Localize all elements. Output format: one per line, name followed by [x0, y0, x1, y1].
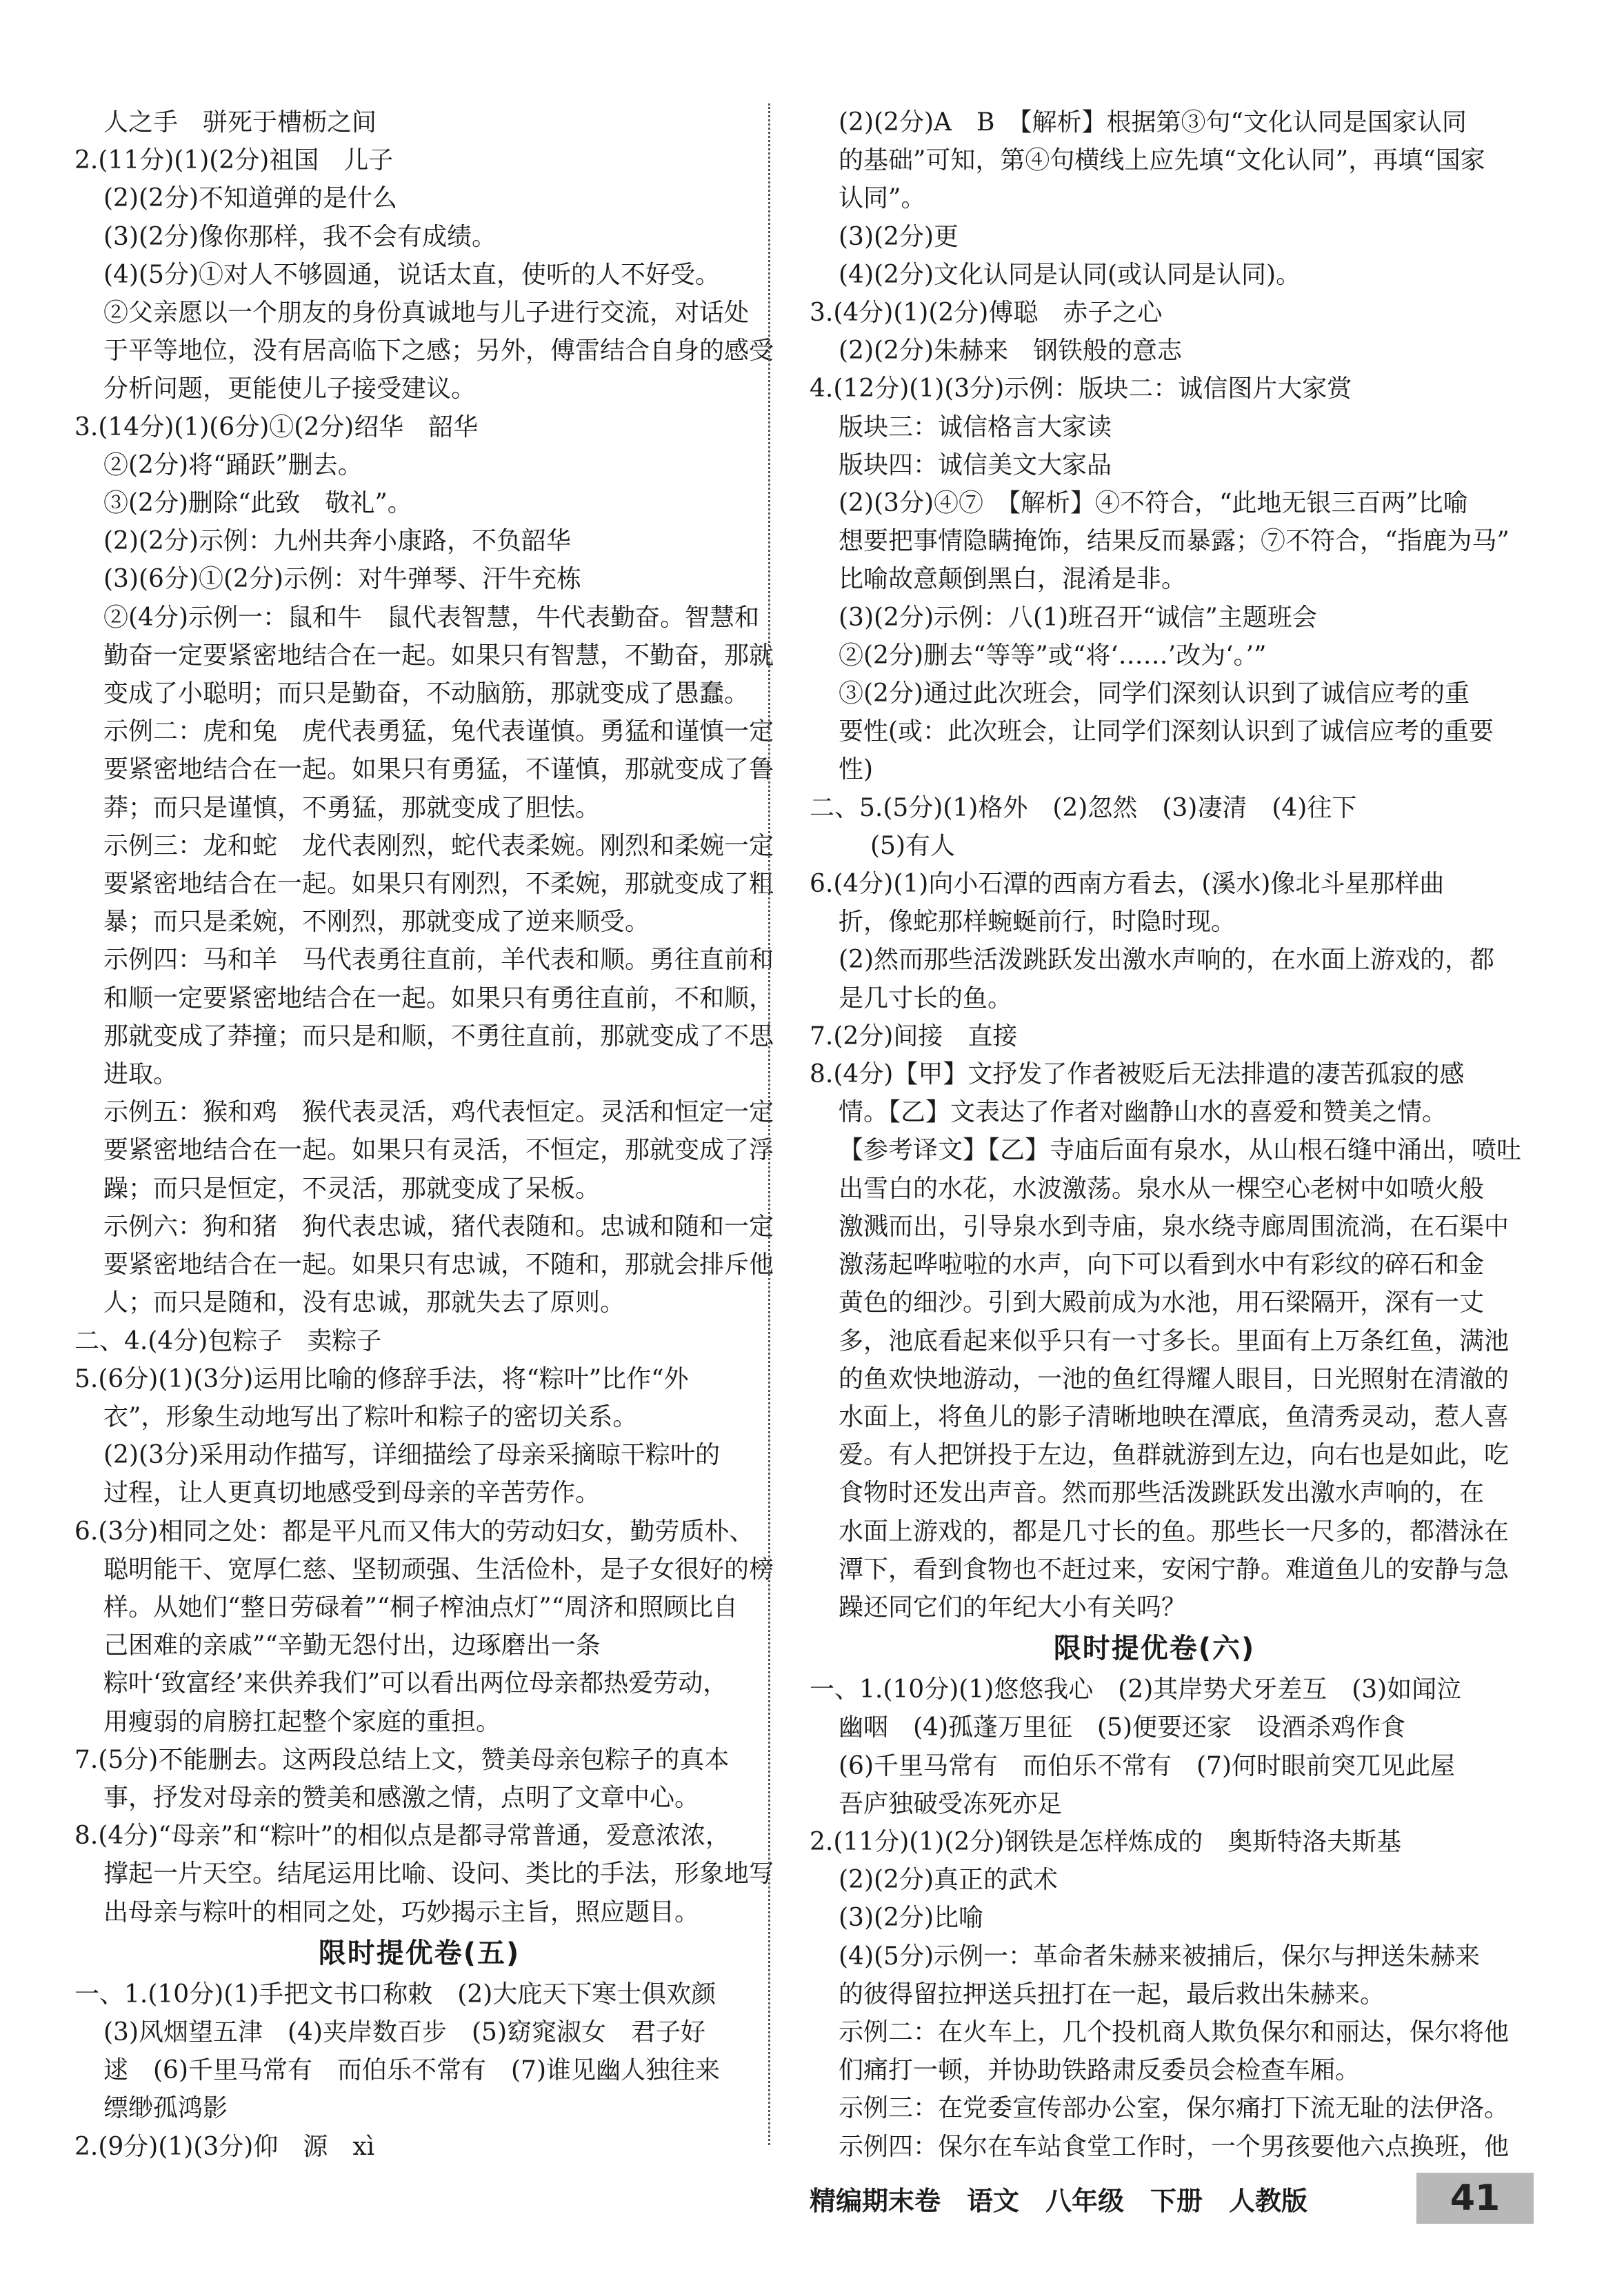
answer-line: 和顺一定要紧密地结合在一起。如果只有勇往直前，不和顺， — [103, 984, 774, 1013]
answer-line: (3)(2分)像你那样，我不会有成绩。 — [103, 222, 497, 251]
question-line: 2.(11分)(1)(2分)祖国 儿子 — [74, 146, 394, 175]
answer-line: 示例三：龙和蛇 龙代表刚烈，蛇代表柔婉。刚烈和柔婉一定 — [103, 831, 774, 860]
answer-line: 比喻故意颠倒黑白，混淆是非。 — [839, 565, 1187, 594]
question-line: 5.(6分)(1)(3分)运用比喻的修辞手法，将“粽叶”比作“外 — [74, 1364, 689, 1393]
page-number: 41 — [1416, 2173, 1534, 2224]
question-line: 二、5.(5分)(1)格外 (2)忽然 (3)凄清 (4)往下 — [810, 793, 1357, 822]
answer-line: 潭下，看到食物也不赶过来，安闲宁静。难道鱼儿的安静与急 — [839, 1555, 1510, 1584]
question-line: 2.(9分)(1)(3分)仰 源 xì — [74, 2132, 375, 2161]
answer-line: 那就变成了莽撞；而只是和顺，不勇往直前，那就变成了不思 — [103, 1022, 774, 1050]
answer-line: 版块三：诚信格言大家读 — [839, 412, 1112, 441]
answer-line: 示例五：猴和鸡 猴代表灵活，鸡代表恒定。灵活和恒定一定 — [103, 1098, 774, 1127]
answer-line: (2)(3分)④⑦ 【解析】④不符合，“此地无银三百两”比喻 — [839, 489, 1468, 518]
answer-line: 躁；而只是恒定，不灵活，那就变成了呆板。 — [103, 1174, 601, 1203]
answer-line: 出母亲与粽叶的相同之处，巧妙揭示主旨，照应题目。 — [103, 1897, 700, 1926]
answer-line: ②(2分)删去“等等”或“将‘……’改为‘。’” — [839, 641, 1267, 670]
footer-book-title: 精编期末卷 语文 八年级 下册 人教版 — [810, 2186, 1308, 2216]
answer-line: 爱。有人把饼投于左边，鱼群就游到左边，向右也是如此，吃 — [839, 1441, 1510, 1470]
answer-line: 认同”。 — [839, 184, 926, 213]
answer-line: (2)(2分)示例：九州共奔小康路，不负韶华 — [103, 527, 571, 556]
answer-line: (4)(5分)①对人不够圆通，说话太直，使听的人不好受。 — [103, 260, 720, 289]
answer-line: 版块四：诚信美文大家品 — [839, 450, 1112, 479]
section-heading: 限时提优卷(五) — [318, 1937, 521, 1969]
answer-line: (3)风烟望五津 (4)夹岸数百步 (5)窈窕淑女 君子好 — [103, 2018, 705, 2046]
answer-line: (2)(2分)A B 【解析】根据第③句“文化认同是国家认同 — [839, 108, 1467, 137]
question-line: 3.(14分)(1)(6分)①(2分)绍华 韶华 — [74, 412, 479, 441]
answer-line: 性) — [839, 755, 874, 784]
answer-line: (2)然而那些活泼跳跃发出激水声响的，在水面上游戏的，都 — [839, 946, 1494, 975]
answer-line: 分析问题，更能使儿子接受建议。 — [103, 375, 477, 404]
question-line: 4.(12分)(1)(3分)示例：版块二：诚信图片大家赏 — [810, 375, 1352, 404]
answer-line: ②(4分)示例一：鼠和牛 鼠代表智慧，牛代表勤奋。智慧和 — [103, 603, 759, 632]
answer-line: 折，像蛇那样蜿蜒前行，时隐时现。 — [839, 908, 1236, 937]
answer-line: (4)(2分)文化认同是认同(或认同是认同)。 — [839, 260, 1301, 289]
answer-line: 情。【乙】文表达了作者对幽静山水的喜爱和赞美之情。 — [839, 1098, 1447, 1127]
answer-line: 事，抒发对母亲的赞美和感激之情，点明了文章中心。 — [103, 1783, 700, 1812]
question-line: 3.(4分)(1)(2分)傅聪 赤子之心 — [810, 299, 1163, 328]
answer-line: 幽咽 (4)孤蓬万里征 (5)便要还家 设酒杀鸡作食 — [839, 1713, 1405, 1742]
answer-line: 聪明能干、宽厚仁慈、坚韧顽强、生活俭朴，是子女很好的榜 — [103, 1555, 774, 1584]
answer-line: 激荡起哗啦啦的水声，向下可以看到水中有彩纹的碎石和金 — [839, 1251, 1485, 1279]
question-line: 一、1.(10分)(1)悠悠我心 (2)其岸势犬牙差互 (3)如闻泣 — [810, 1675, 1462, 1704]
question-line: 二、4.(4分)包粽子 卖粽子 — [74, 1326, 382, 1355]
answer-line: (2)(3分)采用动作描写，详细描绘了母亲采摘晾干粽叶的 — [103, 1441, 720, 1470]
column-divider — [768, 103, 770, 2145]
question-line: 6.(4分)(1)向小石潭的西南方看去，(溪水)像北斗星那样曲 — [810, 870, 1445, 899]
answer-line: ②父亲愿以一个朋友的身份真诚地与儿子进行交流，对话处 — [103, 299, 750, 328]
answer-line: 【参考译文】【乙】寺庙后面有泉水，从山根石缝中涌出，喷吐 — [839, 1136, 1522, 1165]
answer-line: (5)有人 — [870, 831, 955, 860]
answer-line: 食物时还发出声音。然而那些活泼跳跃发出激水声响的，在 — [839, 1479, 1485, 1508]
answer-line: 们痛打一顿，并协助铁路肃反委员会检查车厢。 — [839, 2056, 1361, 2085]
question-line: 一、1.(10分)(1)手把文书口称敕 (2)大庇天下寒士俱欢颜 — [74, 1980, 716, 2009]
answer-line: (6)千里马常有 而伯乐不常有 (7)何时眼前突兀见此屋 — [839, 1751, 1455, 1780]
answer-line: 示例六：狗和猪 狗代表忠诚，猪代表随和。忠诚和随和一定 — [103, 1212, 774, 1241]
answer-line: 粽叶‘致富经’来供养我们”可以看出两位母亲都热爱劳动， — [103, 1669, 728, 1698]
answer-line: 想要把事情隐瞒掩饰，结果反而暴露；⑦不符合，“指鹿为马” — [839, 527, 1510, 556]
question-line: 2.(11分)(1)(2分)钢铁是怎样炼成的 奥斯特洛夫斯基 — [810, 1827, 1402, 1856]
question-line: 7.(5分)不能删去。这两段总结上文，赞美母亲包粽子的真本 — [74, 1745, 730, 1774]
answer-line: (3)(6分)①(2分)示例：对牛弹琴、汗牛充栋 — [103, 565, 581, 594]
answer-line: 人；而只是随和，没有忠诚，那就失去了原则。 — [103, 1288, 625, 1317]
answer-line: 的鱼欢快地游动，一池的鱼红得耀人眼目，日光照射在清澈的 — [839, 1364, 1510, 1393]
answer-line: 要性(或：此次班会，让同学们深刻认识到了诚信应考的重要 — [839, 717, 1494, 746]
answer-line: 多，池底看起来似乎只有一寸多长。里面有上万条红鱼，满池 — [839, 1326, 1510, 1355]
answer-line: 示例四：保尔在车站食堂工作时，一个男孩要他六点换班，他 — [839, 2132, 1510, 2161]
answer-line: 水面上游戏的，都是几寸长的鱼。那些长一尺多的，都潜泳在 — [839, 1517, 1510, 1546]
answer-line: 暴；而只是柔婉，不刚烈，那就变成了逆来顺受。 — [103, 908, 650, 937]
answer-line: 勤奋一定要紧密地结合在一起。如果只有智慧，不勤奋，那就 — [103, 641, 774, 670]
answer-line: 过程，让人更真切地感受到母亲的辛苦劳作。 — [103, 1479, 601, 1508]
answer-line: 吾庐独破受冻死亦足 — [839, 1789, 1063, 1818]
section-heading: 限时提优卷(六) — [1053, 1633, 1256, 1665]
answer-line: 进取。 — [103, 1060, 179, 1089]
answer-line: (3)(2分)示例：八(1)班召开“诚信”主题班会 — [839, 603, 1317, 632]
answer-line: (2)(2分)不知道弹的是什么 — [103, 184, 397, 213]
answer-line: 要紧密地结合在一起。如果只有灵活，不恒定，那就变成了浮 — [103, 1136, 774, 1165]
answer-line: 示例三：在党委宣传部办公室，保尔痛打下流无耻的法伊洛。 — [839, 2094, 1510, 2123]
answer-line: (3)(2分)更 — [839, 222, 959, 251]
right-column — [810, 103, 1522, 2166]
answer-line: (2)(2分)真正的武术 — [839, 1866, 1058, 1895]
answer-line: ②(2分)将“踊跃”删去。 — [103, 450, 363, 479]
answer-line: 逑 (6)千里马常有 而伯乐不常有 (7)谁见幽人独往来 — [103, 2056, 720, 2085]
answer-line: 要紧密地结合在一起。如果只有忠诚，不随和，那就会排斥他 — [103, 1251, 774, 1279]
question-line: 6.(3分)相同之处：都是平凡而又伟大的劳动妇女，勤劳质朴、 — [74, 1517, 754, 1546]
answer-line: 己困难的亲戚”“辛勤无怨付出，边琢磨出一条 — [103, 1631, 601, 1660]
question-line: 8.(4分)“母亲”和“粽叶”的相似点是都寻常普通，爱意浓浓， — [74, 1822, 730, 1851]
answer-line: 用瘦弱的肩膀扛起整个家庭的重担。 — [103, 1707, 501, 1736]
question-line: 8.(4分)【甲】文抒发了作者被贬后无法排遣的凄苦孤寂的感 — [810, 1060, 1465, 1089]
answer-line: 样。从她们“整日劳碌着”“桐子榨油点灯”“周济和照顾比自 — [103, 1593, 739, 1622]
answer-line: 示例二：虎和兔 虎代表勇猛，兔代表谨慎。勇猛和谨慎一定 — [103, 717, 774, 746]
answer-line: 水面上，将鱼儿的影子清晰地映在潭底，鱼清秀灵动，惹人喜 — [839, 1402, 1510, 1431]
answer-line: 是几寸长的鱼。 — [839, 984, 1013, 1013]
answer-line: 撑起一片天空。结尾运用比喻、设问、类比的手法，形象地写 — [103, 1860, 774, 1889]
answer-line: 于平等地位，没有居高临下之感；另外，傅雷结合自身的感受 — [103, 337, 774, 366]
answer-line: 示例四：马和羊 马代表勇往直前，羊代表和顺。勇往直前和 — [103, 946, 774, 975]
question-line: 7.(2分)间接 直接 — [810, 1022, 1018, 1050]
answer-line: 要紧密地结合在一起。如果只有勇猛，不谨慎，那就变成了鲁 — [103, 755, 774, 784]
answer-line: 出雪白的水花，水波激荡。泉水从一棵空心老树中如喷火般 — [839, 1174, 1485, 1203]
answer-line: 缥缈孤鸿影 — [103, 2094, 228, 2123]
answer-line: 激溅而出，引导泉水到寺庙，泉水绕寺廊周围流淌，在石渠中 — [839, 1212, 1510, 1241]
answer-line: 黄色的细沙。引到大殿前成为水池，用石梁隔开，深有一丈 — [839, 1288, 1485, 1317]
answer-line: 躁还同它们的年纪大小有关吗？ — [839, 1593, 1187, 1622]
answer-line: 衣”，形象生动地写出了粽叶和粽子的密切关系。 — [103, 1402, 638, 1431]
answer-line: (2)(2分)朱赫来 钢铁般的意志 — [839, 337, 1182, 366]
page-footer — [810, 2173, 1541, 2228]
answer-line: 的彼得留拉押送兵扭打在一起，最后救出朱赫来。 — [839, 1980, 1385, 2009]
answer-line: 要紧密地结合在一起。如果只有刚烈，不柔婉，那就变成了粗 — [103, 870, 774, 899]
answer-line: 示例二：在火车上，几个投机商人欺负保尔和丽达，保尔将他 — [839, 2018, 1510, 2046]
answer-line: 莽；而只是谨慎，不勇猛，那就变成了胆怯。 — [103, 793, 601, 822]
answer-line: 人之手 骈死于槽枥之间 — [103, 108, 377, 137]
answer-line: 变成了小聪明；而只是勤奋，不动脑筋，那就变成了愚蠢。 — [103, 679, 750, 708]
left-column — [74, 103, 774, 2166]
answer-line: ③(2分)通过此次班会，同学们深刻认识到了诚信应考的重 — [839, 679, 1470, 708]
answer-line: (4)(5分)示例一：革命者朱赫来被捕后，保尔与押送朱赫来 — [839, 1942, 1480, 1971]
answer-line: 的基础”可知，第④句横线上应先填“文化认同”，再填“国家 — [839, 146, 1485, 175]
answer-line: ③(2分)删除“此致 敬礼”。 — [103, 489, 412, 518]
answer-line: (3)(2分)比喻 — [839, 1904, 983, 1933]
